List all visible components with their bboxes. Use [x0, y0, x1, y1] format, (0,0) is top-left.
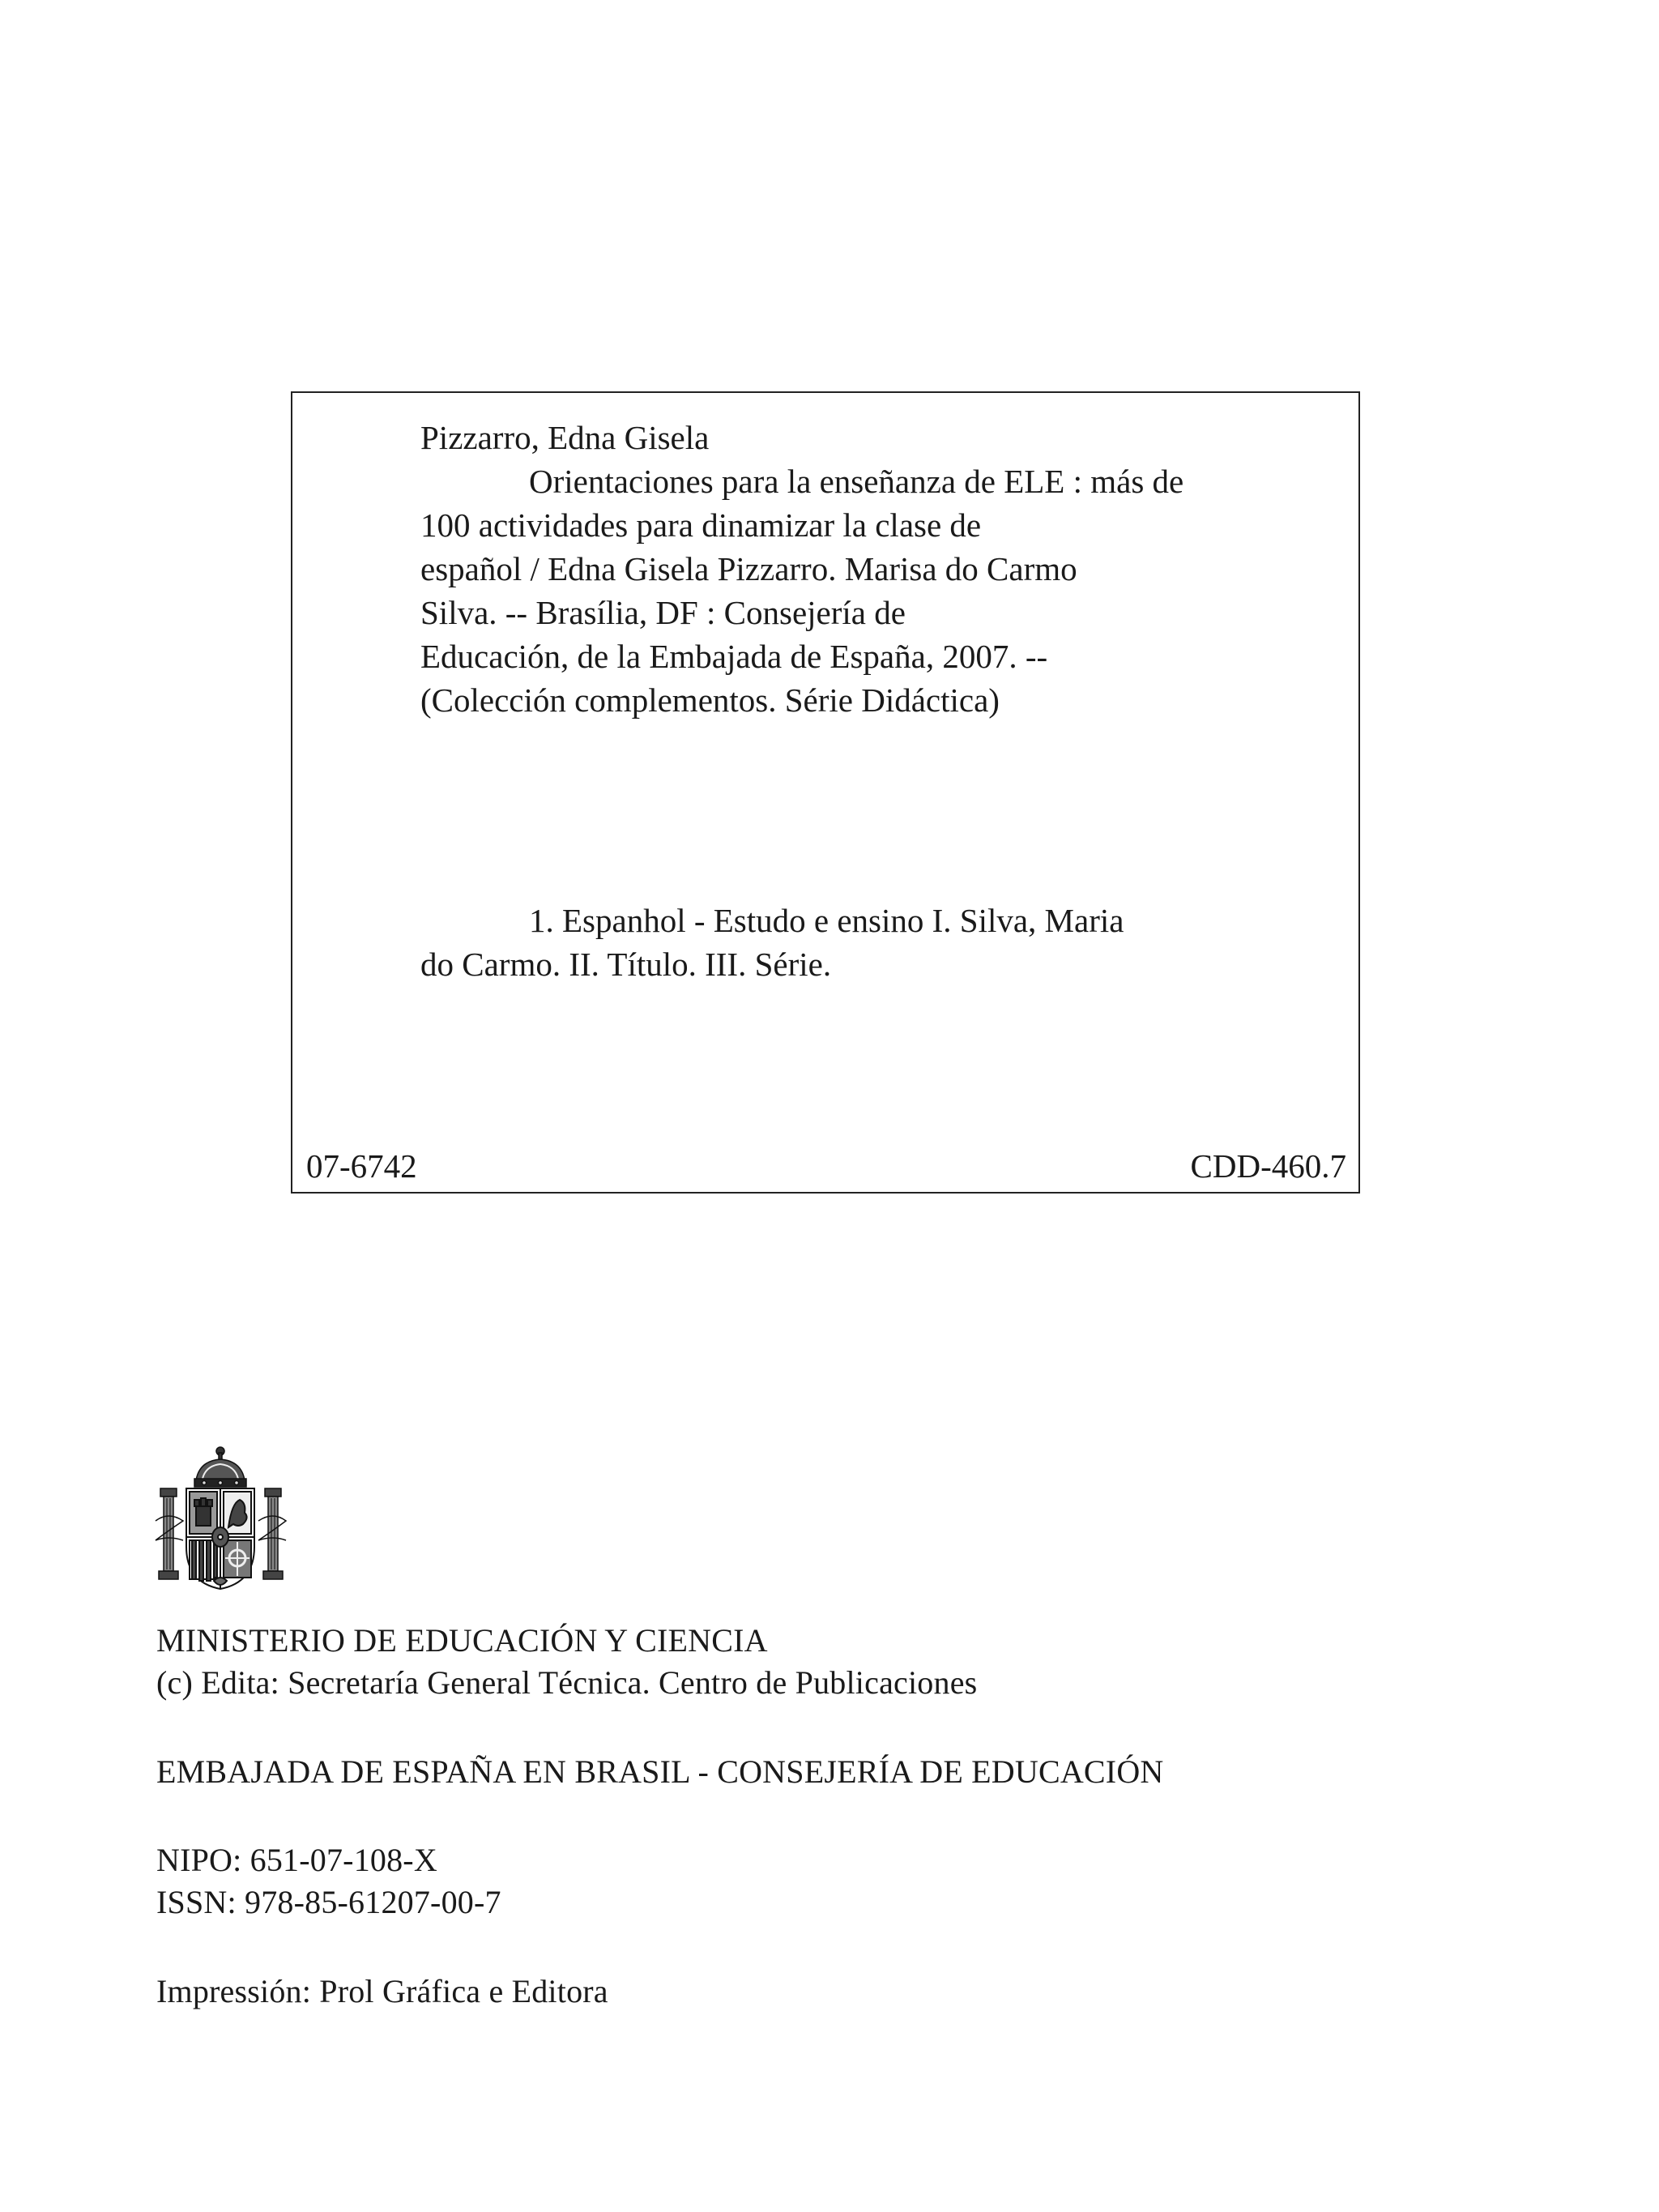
card-title-line: (Colección complementos. Série Didáctica)	[420, 681, 1000, 719]
printer-line: Impressión: Prol Gráfica e Editora	[156, 1973, 608, 2009]
card-subject-line: do Carmo. II. Título. III. Série.	[420, 946, 832, 983]
nipo-line: NIPO: 651-07-108-X	[156, 1842, 437, 1878]
card-title-line: Silva. -- Brasília, DF : Consejería de	[420, 594, 906, 631]
card-title-line: Orientaciones para la enseñanza de ELE : más de	[529, 463, 1184, 500]
issn-line: ISSN: 978-85-61207-00-7	[156, 1884, 501, 1920]
card-classification: CDD-460.7	[1190, 1147, 1346, 1185]
catalog-card	[291, 391, 1360, 1194]
coat-of-arms-icon	[154, 1446, 288, 1592]
card-title-line: español / Edna Gisela Pizzarro. Marisa do Carmo	[420, 550, 1077, 587]
card-title-line: Educación, de la Embajada de España, 2007. --	[420, 638, 1048, 675]
ministry-name: MINISTERIO DE EDUCACIÓN Y CIENCIA	[156, 1622, 768, 1659]
card-title-line: 100 actividades para dinamizar la clase de	[420, 506, 982, 544]
embassy-line: EMBAJADA DE ESPAÑA EN BRASIL - CONSEJERÍA DE EDUCACIÓN	[156, 1753, 1164, 1790]
edita-line: (c) Edita: Secretaría General Técnica. Centro de Publicaciones	[156, 1664, 978, 1701]
card-control-number: 07-6742	[306, 1147, 417, 1185]
card-author: Pizzarro, Edna Gisela	[420, 419, 710, 456]
card-subject-line: 1. Espanhol - Estudo e ensino I. Silva, Maria	[529, 902, 1124, 939]
